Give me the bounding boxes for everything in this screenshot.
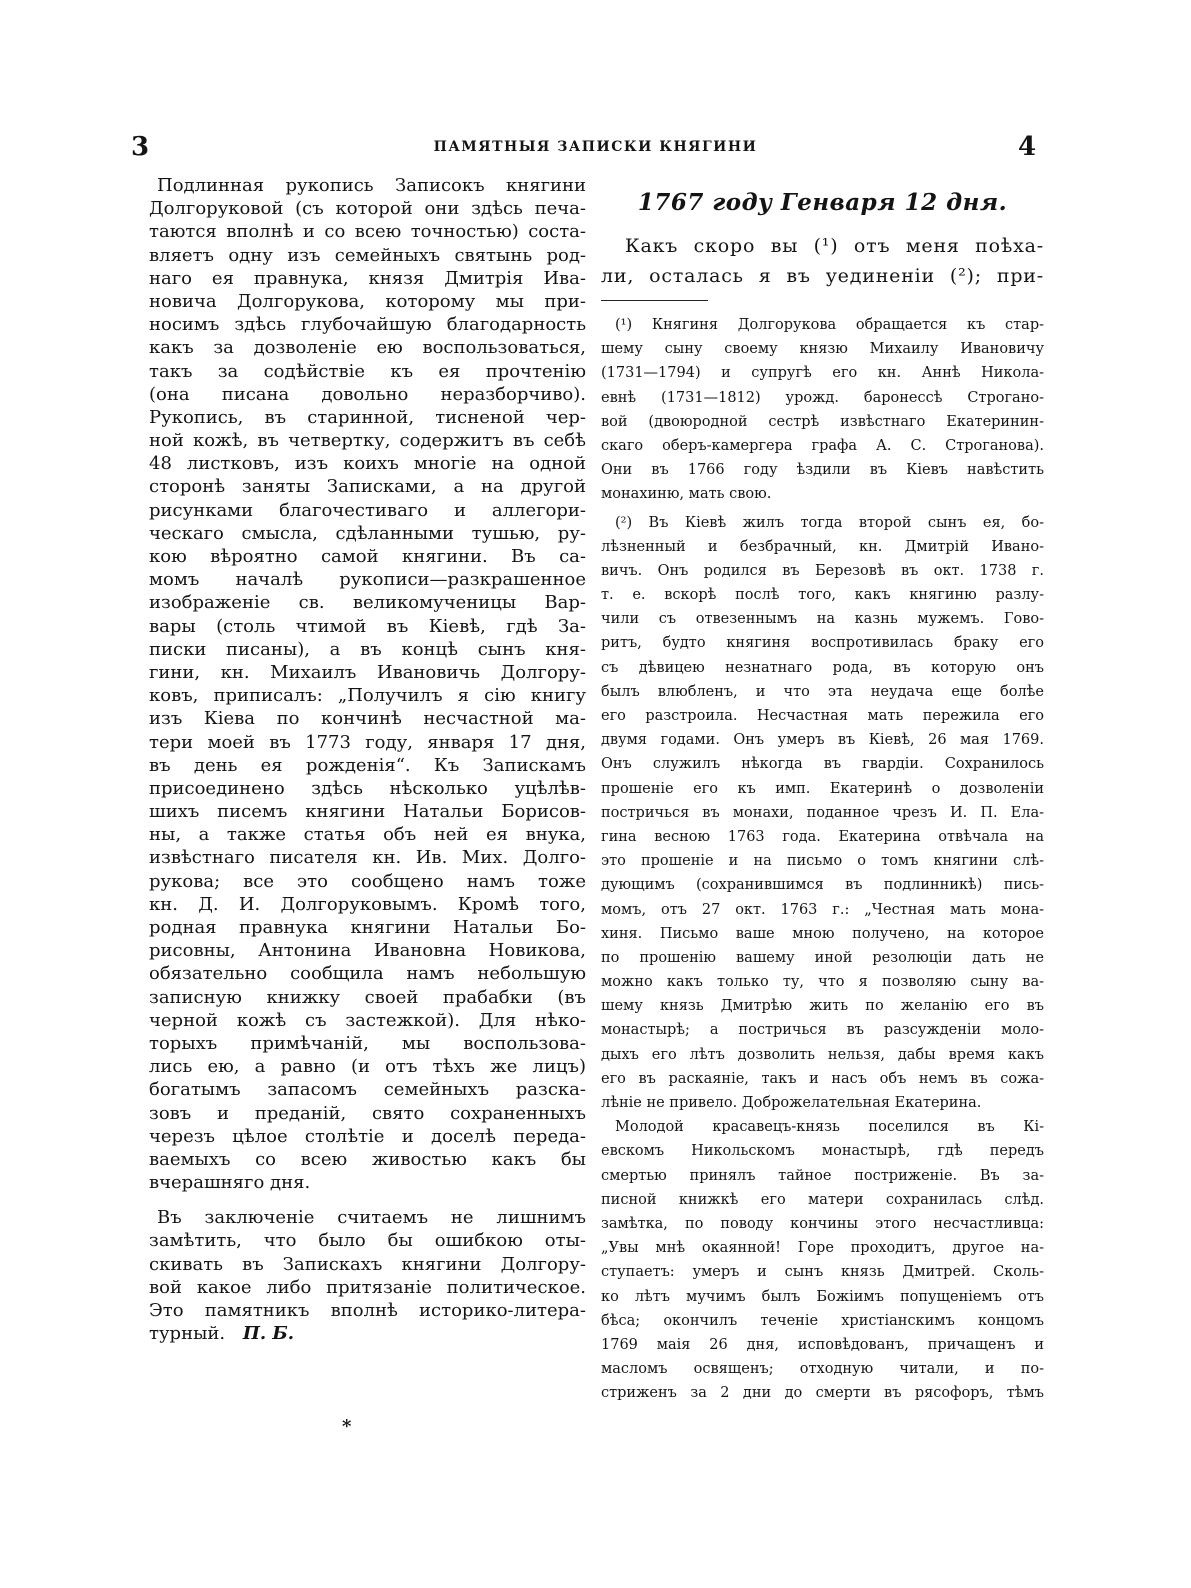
- footnote-line: его въ раскаяніе, такъ и насъ объ немъ въ сожа-: [601, 1070, 1044, 1087]
- footnote-line: (1731—1794) и супругѣ его кн. Аннѣ Никола-: [601, 365, 1044, 382]
- footnote-line: масломъ освященъ; отходную читали, и по-: [601, 1361, 1044, 1378]
- footnote-line: (¹) Княгиня Долгорукова обращается къ стар-: [615, 317, 1044, 333]
- footnote-line: монастырѣ; а постричься въ разсужденіи моло-: [601, 1022, 1044, 1039]
- footnote-line: смертью принялъ тайное постриженіе. Въ за-: [601, 1167, 1044, 1184]
- footnote-line: прошеніе его къ имп. Екатеринѣ о дозволеніи: [601, 780, 1044, 797]
- memoir-column: [601, 186, 1044, 1405]
- footnote-line: евнѣ (1731—1812) урожд. баронессѣ Строгано-: [601, 389, 1044, 406]
- text-line: Долгоруковой (съ которой они здѣсь печа-: [149, 198, 586, 220]
- text-line: родная правнука княгини Натальи Бо-: [149, 917, 586, 938]
- text-line: присоединено здѣсь нѣсколько уцѣлѣв-: [149, 777, 586, 799]
- text-line: ваемыхъ со всею живостью какъ бы: [149, 1148, 586, 1170]
- footnote-line: стриженъ за 2 дни до смерти въ рясофоръ, тѣмъ: [601, 1385, 1044, 1402]
- footnote-line: ступаетъ: умеръ и сынъ князь Дмитрей. Сколь-: [601, 1264, 1044, 1281]
- text-line: Рукопись, въ старинной, тисненой чер-: [149, 406, 586, 428]
- text-line: Въ заключеніе считаемъ не лишнимъ: [157, 1207, 586, 1229]
- text-line: богатымъ запасомъ семейныхъ разска-: [149, 1079, 586, 1101]
- footnote-line: чили съ отвезеннымъ на казнь мужемъ. Гово-: [601, 611, 1044, 628]
- running-title: ПАМЯТНЫЯ ЗАПИСКИ КНЯГИНИ: [433, 139, 758, 155]
- text-line: таются вполнѣ и со всею точностью) соста-: [149, 221, 586, 243]
- memoir-line: Какъ скоро вы (¹) отъ меня поѣха-: [625, 235, 1044, 257]
- footnote-line: „Увы мнѣ окаянной! Горе проходитъ, другое на-: [601, 1240, 1044, 1257]
- footnote-2-continued: [601, 1115, 1044, 1405]
- text-line: Это памятникъ вполнѣ историко-литера-: [149, 1300, 586, 1321]
- footnote-line: съ дѣвицею незнатнаго рода, въ которую онъ: [601, 659, 1044, 676]
- footnote-line: двумя годами. Онъ умеръ въ Кіевѣ, 26 мая 1769.: [601, 732, 1044, 749]
- text-line: черезъ цѣлое столѣтіе и доселѣ переда-: [149, 1125, 586, 1147]
- footnote-line: по прошенію вашему иной резолюціи дать не: [601, 949, 1044, 966]
- text-line: торыхъ примѣчаній, мы воспользова-: [149, 1032, 586, 1054]
- footnote-line: евскомъ Никольскомъ монастырѣ, гдѣ передъ: [601, 1143, 1044, 1160]
- text-line: вчерашняго дня.: [149, 1172, 311, 1194]
- text-line: тери моей въ 1773 году, января 17 дня,: [149, 731, 586, 753]
- text-line: черной кожѣ съ застежкой). Для нѣко-: [149, 1009, 586, 1031]
- text-line: ческаго смысла, сдѣланными тушью, ру-: [149, 522, 586, 544]
- text-line: обязательно сообщила намъ небольшую: [149, 963, 586, 985]
- footnote-line: скаго оберъ-камергера графа А. С. Строганова).: [601, 437, 1044, 454]
- footnote-line: шему князь Дмитрѣю жить по желанію его въ: [601, 998, 1044, 1015]
- footnote-line: Онъ служилъ нѣкогда въ гвардіи. Сохранилось: [601, 756, 1044, 773]
- text-line: наго ея правнука, князя Дмитрія Ива-: [149, 267, 586, 289]
- text-line: писки писаны), а въ концѣ сынъ кня-: [149, 638, 586, 660]
- introduction-paragraph-1: [149, 174, 586, 1194]
- closing-word: турный.: [149, 1323, 226, 1345]
- text-line: такъ за содѣйствіе къ ея прочтенію: [149, 360, 586, 382]
- footnote-line: бѣса; окончилъ теченіе христіанскимъ концомъ: [601, 1312, 1044, 1329]
- footnote-line: гина весною 1763 года. Екатерина отвѣчала на: [601, 828, 1044, 845]
- footnote-line: хиня. Письмо ваше мною получено, на которое: [601, 925, 1044, 942]
- footnote-rule: [601, 300, 708, 301]
- footnote-line: можно какъ только ту, что я позволяю сыну ва-: [601, 974, 1044, 991]
- footnote-line: ритъ, будто княгиня воспротивилась браку его: [601, 635, 1044, 652]
- text-line: ной кожѣ, въ четвертку, содержитъ въ себѣ: [149, 430, 586, 452]
- text-line: записную книжку своей прабабки (въ: [149, 986, 586, 1008]
- right-page-number: 4: [1018, 132, 1037, 162]
- text-line: изображеніе св. великомученицы Вар-: [149, 592, 586, 614]
- footnote-line: это прошеніе и на письмо о томъ княгини слѣ-: [601, 853, 1044, 870]
- footnote-line: былъ влюбленъ, и что эта неудача еще болѣе: [601, 683, 1044, 700]
- text-line: шихъ писемъ княгини Натальи Борисов-: [149, 801, 586, 823]
- footnote-1: [601, 313, 1044, 507]
- footnote-line: Они въ 1766 году ѣздили въ Кіевъ навѣстить: [601, 462, 1044, 479]
- footnote-line: замѣтка, по поводу кончины этого несчастливца:: [601, 1215, 1044, 1232]
- left-page-number: 3: [131, 132, 150, 162]
- footnote-line: т. е. вскорѣ послѣ того, какъ княгиню разлу-: [601, 587, 1044, 604]
- footnote-line: шему сыну своему князю Михаилу Ивановичу: [601, 341, 1044, 358]
- text-line: какъ за дозволеніе ею воспользоваться,: [149, 337, 586, 359]
- footnote-line: вичъ. Онъ родился въ Березовѣ въ окт. 1738 г.: [601, 562, 1044, 579]
- footnote-line: писной книжкѣ его матери сохранилась слѣд.: [601, 1191, 1044, 1208]
- introduction-paragraph-2: [149, 1206, 586, 1322]
- text-line: кн. Д. И. Долгоруковымъ. Кромѣ того,: [149, 893, 586, 915]
- text-line: (она писана довольно неразборчиво).: [149, 383, 586, 405]
- footnote-line: лѣзненный и безбрачный, кн. Дмитрій Ивано-: [601, 538, 1044, 555]
- footnote-line: 1769 маія 26 дня, исповѣдованъ, причащенъ и: [601, 1336, 1044, 1353]
- date-heading: 1767 году Генваря 12 дня.: [637, 189, 1008, 216]
- text-line: новича Долгорукова, которому мы при-: [149, 290, 586, 312]
- text-line: рисунками благочестиваго и аллегори-: [149, 499, 586, 521]
- text-line: вляетъ одну изъ семейныхъ святынь род-: [149, 244, 586, 266]
- text-line: въ день ея рожденія“. Къ Запискамъ: [149, 754, 586, 776]
- section-asterisk: *: [342, 1416, 352, 1437]
- footnote-line: монахиню, мать свою.: [601, 486, 772, 503]
- text-line: рукова; все это сообщено намъ тоже: [149, 870, 586, 892]
- footnote-line: вой (двоюродной сестрѣ извѣстнаго Екатеринин-: [601, 413, 1044, 430]
- text-line: вары (столь чтимой въ Кіевѣ, гдѣ За-: [149, 615, 586, 637]
- text-line: изъ Кіева по кончинѣ несчастной ма-: [149, 708, 586, 730]
- footnote-line: Молодой красавецъ-князь поселился въ Кі-: [615, 1119, 1044, 1136]
- footnote-line: дыхъ его лѣтъ дозволить нельзя, дабы время какъ: [601, 1046, 1044, 1063]
- editor-signature: П. Б.: [242, 1323, 295, 1345]
- footnote-line: постричься въ монахи, поданное чрезъ И. П. Ела-: [601, 804, 1044, 821]
- text-line: лись ею, а равно (и отъ тѣхъ же лицъ): [149, 1056, 586, 1078]
- text-line: замѣтить, что было бы ошибкою оты-: [149, 1230, 586, 1252]
- footnote-2: [601, 511, 1044, 1116]
- text-line: ны, а также статья объ ней ея внука,: [149, 824, 586, 846]
- text-line: ковъ, приписалъ: „Получилъ я сію книгу: [149, 685, 586, 707]
- footnote-line: (²) Въ Кіевѣ жилъ тогда второй сынъ ея, бо-: [615, 514, 1044, 531]
- text-line: носимъ здѣсь глубочайшую благодарность: [149, 314, 586, 336]
- footnote-line: дующимъ (сохранившимся въ подлинникѣ) пись-: [601, 877, 1044, 894]
- text-line: рисовны, Антонина Ивановна Новикова,: [149, 940, 586, 962]
- text-line: зовъ и преданій, свято сохраненныхъ: [149, 1102, 586, 1124]
- footnote-line: момъ, отъ 27 окт. 1763 г.: „Честная мать мона-: [601, 901, 1044, 918]
- text-line: кою вѣроятно самой княгини. Въ са-: [149, 546, 586, 567]
- text-line: гини, кн. Михаилъ Ивановичь Долгору-: [149, 661, 586, 683]
- text-line: вой какое либо притязаніе политическое.: [149, 1276, 586, 1298]
- footnote-line: его разстроила. Несчастная мать пережила его: [601, 708, 1044, 724]
- text-line: момъ началѣ рукописи—разкрашенное: [149, 569, 586, 591]
- text-line: 48 листковъ, изъ коихъ многіе на одной: [149, 453, 586, 475]
- text-line: скивать въ Запискахъ княгини Долгору-: [149, 1253, 586, 1275]
- text-line: Подлинная рукопись Записокъ княгини: [157, 175, 586, 196]
- memoir-line: ли, осталась я въ уединеніи (²); при-: [601, 265, 1044, 287]
- closing-line: [149, 1322, 586, 1345]
- footnote-line: ко лѣтъ мучимъ былъ Божіимъ попущеніемъ отъ: [601, 1288, 1044, 1305]
- footnote-line: лѣніе не привело. Доброжелательная Екатерина.: [601, 1095, 982, 1111]
- introduction-column: [149, 174, 586, 1345]
- text-line: извѣстнаго писателя кн. Ив. Мих. Долго-: [149, 847, 586, 869]
- text-line: сторонѣ заняты Записками, а на другой: [149, 476, 586, 498]
- memoir-text: [601, 231, 1044, 291]
